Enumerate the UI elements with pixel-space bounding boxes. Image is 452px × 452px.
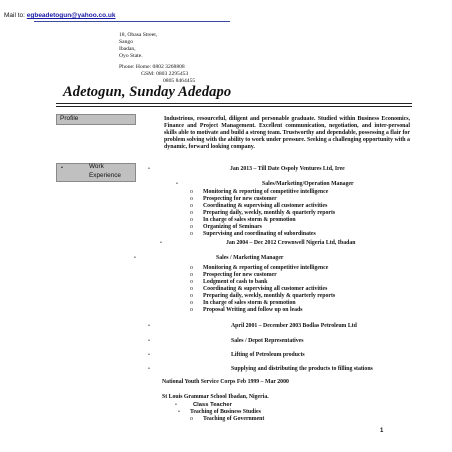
mail-to-label: Mail to: bbox=[4, 12, 25, 19]
email-link[interactable]: egbeadetogun@yahoo.co.uk bbox=[26, 12, 116, 19]
job2-duty: Monitoring & reporting of competitive intelligence bbox=[203, 265, 329, 271]
nysc-line: National Youth Service Corps Feb 1999 – Mar 2000 bbox=[162, 379, 289, 385]
job4-subitem-marker: o bbox=[190, 416, 193, 422]
phone-extra: 0805 8464455 bbox=[163, 78, 196, 84]
profile-label: Profile bbox=[60, 115, 79, 122]
job3-item-bullet: • bbox=[148, 352, 150, 358]
job3-item: Supplying and distributing the products to filling stations bbox=[231, 366, 373, 372]
job4-item: Teaching of Business Studies bbox=[190, 409, 261, 415]
job1-bullet: • bbox=[148, 166, 150, 172]
job1-duty-marker: o bbox=[190, 231, 193, 237]
job1-duty: Preparing daily, weekly, monthly & quarterly reports bbox=[203, 210, 336, 216]
mail-to-line bbox=[4, 12, 115, 19]
job4-subitem: Teaching of Government bbox=[203, 416, 265, 422]
job1-duty-marker: o bbox=[190, 196, 193, 202]
job1-title-bullet: • bbox=[176, 181, 178, 187]
job3-heading: April 2001 – December 2003 Bodlas Petroleum Ltd bbox=[231, 323, 357, 329]
job2-duty: In charge of sales storm & promotion bbox=[203, 300, 296, 306]
job2-duty-marker: o bbox=[190, 293, 193, 299]
job1-duty-marker: o bbox=[190, 224, 193, 230]
job2-title-bullet: • bbox=[134, 255, 136, 261]
job2-duty-marker: o bbox=[190, 286, 193, 292]
job4-school: St Louis Grammar School Ibadan, Nigeria. bbox=[162, 394, 269, 400]
job2-bullet: • bbox=[160, 240, 162, 246]
job1-duty: Prospecting for new customer bbox=[203, 196, 277, 202]
job1-duty-marker: o bbox=[190, 210, 193, 216]
job2-duty-marker: o bbox=[190, 279, 193, 285]
job2-heading: Jan 2004 – Dec 2012 Crownwell Nigeria Ltd, Ibadan bbox=[226, 240, 356, 246]
job1-heading: Jan 2013 – Till Date Ospoly Ventures Ltd, Iree bbox=[230, 166, 345, 172]
job1-duty-marker: o bbox=[190, 189, 193, 195]
job1-duty: Monitoring & reporting of competitive intelligence bbox=[203, 189, 329, 195]
job1-duty-marker: o bbox=[190, 217, 193, 223]
job1-duty-marker: o bbox=[190, 203, 193, 209]
job2-duty-marker: o bbox=[190, 300, 193, 306]
job3-item-bullet: • bbox=[148, 338, 150, 344]
address-line-4: Oyo State. bbox=[119, 53, 143, 59]
job3-item: Lifting of Petroleum products bbox=[231, 352, 305, 358]
work-label-bullet: • bbox=[61, 165, 63, 171]
address-line-1: 18, Obasa Street, bbox=[119, 32, 158, 38]
job1-duty: In charge of sales storm & promotion bbox=[203, 217, 296, 223]
job2-duty: Prospecting for new customer bbox=[203, 272, 277, 278]
job1-title: Sales/Marketing/Operation Manager bbox=[262, 181, 354, 187]
header-divider bbox=[34, 21, 230, 22]
job4-item-bullet: • bbox=[178, 409, 180, 415]
job2-duty: Preparing daily, weekly, monthly & quarterly reports bbox=[203, 293, 336, 299]
job2-duty-marker: o bbox=[190, 307, 193, 313]
job1-duty: Organizing of Seminars bbox=[203, 224, 262, 230]
job4-title: Class Teacher bbox=[193, 402, 232, 408]
name-rule-top bbox=[56, 103, 412, 104]
experience-label: Experience bbox=[89, 172, 121, 179]
job2-duty-marker: o bbox=[190, 272, 193, 278]
work-label: Work bbox=[89, 163, 104, 170]
address-line-3: Ibadan, bbox=[119, 46, 136, 52]
page-number: 1 bbox=[380, 428, 384, 434]
candidate-name: Adetogun, Sunday Adedapo bbox=[63, 84, 232, 100]
profile-text: Industrious, resourceful, diligent and personable graduate. Studied within Business Economics, Finance and Project Management. Excellent communication, negotiation, and inter-personal skills able to motivate and build a strong team. Trustworthy and dependable, possessing a flair for problem solving with the ability to work under pressure. Seeking a challenging opportunity with a dynamic, forward looking company. bbox=[164, 116, 410, 150]
job2-duty-marker: o bbox=[190, 265, 193, 271]
job2-title: Sales / Marketing Manager bbox=[216, 255, 284, 261]
job3-item-bullet: • bbox=[148, 366, 150, 372]
job1-duty: Supervising and coordinating of subordinates bbox=[203, 231, 316, 237]
job3-item: Sales / Depot Representatives bbox=[231, 338, 304, 344]
name-rule-bottom bbox=[56, 106, 412, 107]
job4-title-bullet: • bbox=[175, 402, 177, 408]
phone-gsm: GSM: 0803 2295453 bbox=[141, 71, 189, 77]
job2-duty: Proposal Writing and follow up on leads bbox=[203, 307, 303, 313]
job3-bullet: • bbox=[148, 323, 150, 329]
job2-duty: Coordinating & supervising all customer activities bbox=[203, 286, 328, 292]
address-line-2: Sango bbox=[119, 39, 133, 45]
job2-duty: Lodgment of cash to bank bbox=[203, 279, 268, 285]
phone-home: Phone: Home: 0802 3268808 bbox=[119, 64, 185, 70]
job1-duty: Coordinating & supervising all customer activities bbox=[203, 203, 328, 209]
